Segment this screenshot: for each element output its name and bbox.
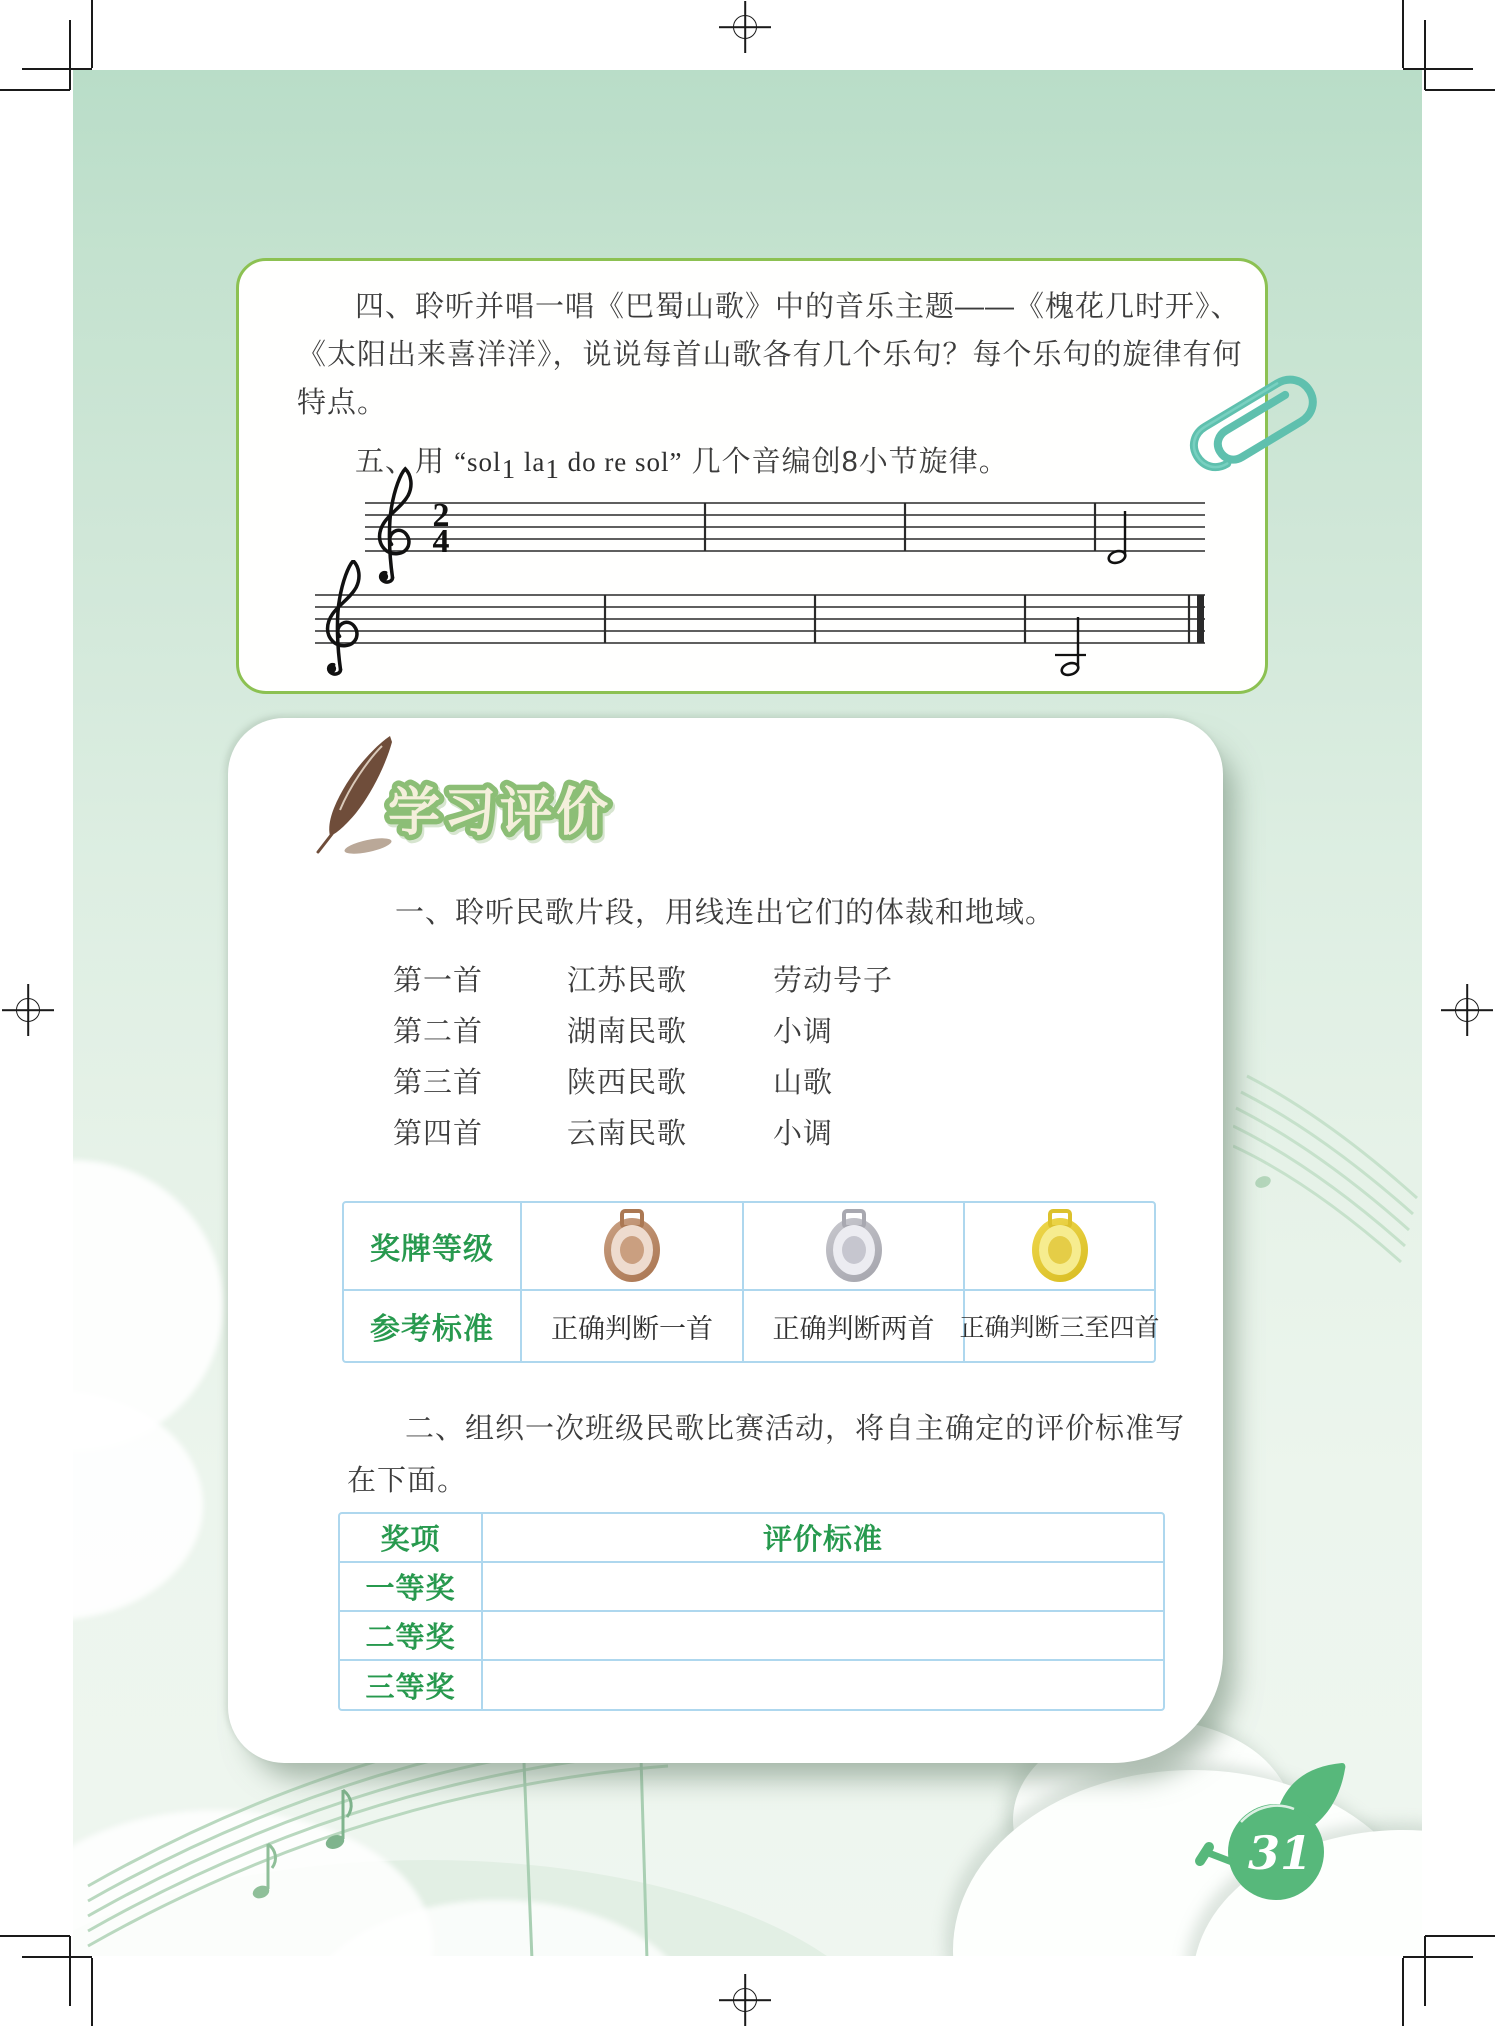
- award-table-header: 奖项: [380, 1524, 441, 1556]
- time-signature: [433, 497, 450, 560]
- evaluation-box: [228, 718, 1223, 1763]
- award-table: [338, 1512, 1165, 1711]
- svg-text:4: 4: [432, 523, 450, 560]
- page-number: 31: [1248, 1826, 1313, 1880]
- question-2-text: 二、组织一次班级民歌比赛活动，将自主确定的评价标准写在下面。: [347, 1413, 1186, 1497]
- medal-table-row1-label: 奖牌等级: [370, 1233, 494, 1266]
- matching-region-list: [567, 956, 687, 1160]
- matching-item: 第三首: [393, 1067, 484, 1099]
- matching-item: 第二首: [393, 1016, 484, 1048]
- medal-table-row2-label: 参考标准: [344, 1289, 520, 1361]
- question-1-text: 一、聆听民歌片段，用线连出它们的体裁和地域。: [395, 897, 1056, 929]
- criteria-blank-cell: [481, 1659, 1163, 1709]
- criteria-cell: 正确判断一首: [520, 1289, 742, 1361]
- medal-table: [342, 1201, 1160, 1363]
- staff-decoration: [1233, 1070, 1422, 1290]
- criteria-cell: 正确判断三至四首: [963, 1289, 1154, 1361]
- svg-text:学习评价: 学习评价: [388, 784, 613, 842]
- crop-mark: [91, 0, 93, 68]
- page-background: [73, 70, 1422, 1956]
- eighth-note-icon: [252, 1844, 276, 1900]
- crop-mark: [0, 1935, 70, 1937]
- section-title: [378, 766, 648, 856]
- crop-mark: [91, 1958, 93, 2026]
- page-number-horn-icon: [1192, 1750, 1367, 1935]
- matching-item: 第四首: [393, 1118, 484, 1150]
- crop-mark: [0, 89, 70, 91]
- medal-cell: [520, 1203, 742, 1289]
- treble-clef-icon: [327, 561, 359, 674]
- crop-mark: [1425, 89, 1495, 91]
- criteria-blank-cell: [481, 1561, 1163, 1610]
- matching-item: 第一首: [393, 965, 484, 997]
- half-note: [1107, 511, 1127, 565]
- crop-mark: [1424, 20, 1426, 90]
- crop-mark: [1403, 1956, 1473, 1958]
- crop-mark: [1402, 1958, 1404, 2026]
- medal-cell: [742, 1203, 963, 1289]
- silver-medal-icon: [826, 1218, 882, 1282]
- matching-item: 陕西民歌: [567, 1067, 688, 1099]
- criteria-cell: 正确判断两首: [742, 1289, 963, 1361]
- criteria-blank-cell: [481, 1610, 1163, 1659]
- question-5-text: 五、用 “sol$_1$ $la_1$ do re sol” 几个音编创8小节旋律。: [355, 446, 1009, 484]
- matching-item: 山歌: [773, 1067, 834, 1099]
- question-4-text: 四、聆听并唱一唱《巴蜀山歌》中的音乐主题——《槐花几时开》、《太阳出来喜洋洋》，说说每首山歌各有几个乐句？每个乐句的旋律有何特点。: [297, 291, 1243, 419]
- crop-mark: [1425, 1935, 1495, 1937]
- matching-item: 小调: [773, 1118, 834, 1150]
- award-row-label: 一等奖: [340, 1561, 481, 1610]
- matching-genre-list: [773, 956, 893, 1160]
- matching-piece-list: [393, 956, 483, 1160]
- award-row-label: 三等奖: [340, 1659, 481, 1709]
- matching-item: 江苏民歌: [567, 965, 688, 997]
- crop-mark: [22, 1956, 92, 1958]
- matching-item: 劳动号子: [773, 965, 894, 997]
- matching-item: 湖南民歌: [567, 1016, 688, 1048]
- crop-mark: [69, 20, 71, 90]
- registration-mark: [16, 998, 40, 1022]
- crop-mark: [69, 1936, 71, 2006]
- half-note: [1055, 617, 1086, 677]
- registration-mark: [733, 1988, 757, 2012]
- cloud-decoration: [73, 1390, 203, 1620]
- award-table-header: 评价标准: [481, 1514, 1163, 1561]
- crop-mark: [1424, 1936, 1426, 2006]
- gold-medal-icon: [1032, 1218, 1088, 1282]
- crop-mark: [1402, 0, 1404, 68]
- award-row-label: 二等奖: [340, 1610, 481, 1659]
- matching-item: 小调: [773, 1016, 834, 1048]
- bronze-medal-icon: [604, 1218, 660, 1282]
- registration-mark: [1455, 998, 1479, 1022]
- medal-cell: [963, 1203, 1154, 1289]
- matching-item: 云南民歌: [567, 1118, 688, 1150]
- music-staff-2: [305, 560, 1215, 702]
- registration-mark: [733, 15, 757, 39]
- svg-text:2: 2: [432, 497, 450, 534]
